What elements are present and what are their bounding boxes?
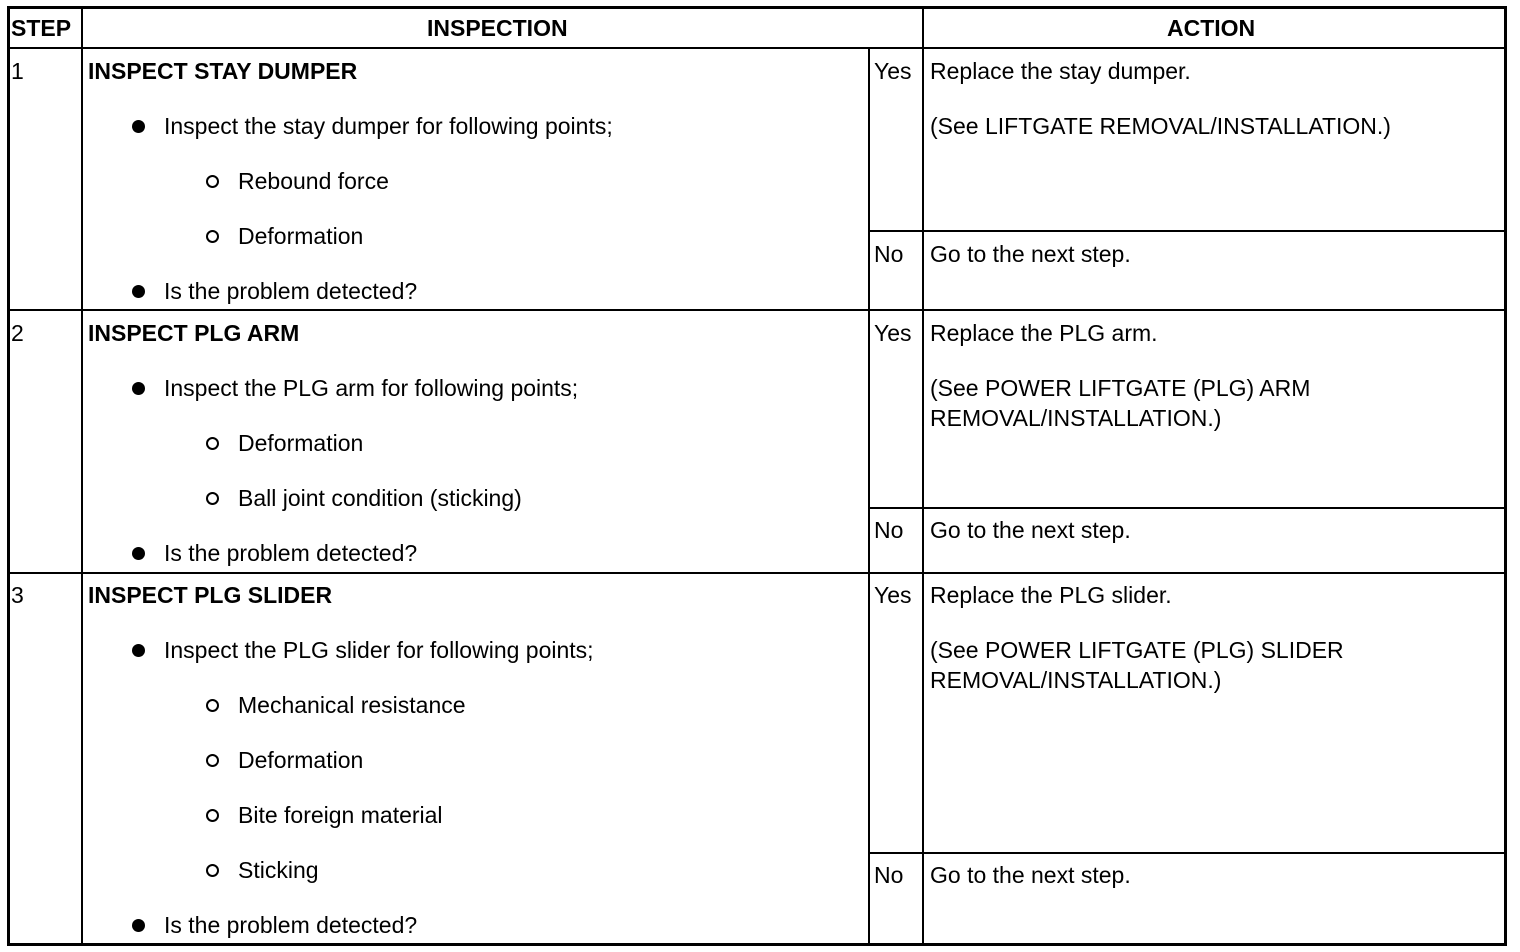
inspection-point: Rebound force	[238, 168, 389, 194]
sub-bullet-icon	[206, 754, 219, 767]
bullet-icon	[132, 120, 145, 133]
inspection-point: Deformation	[238, 747, 364, 773]
no-action: Go to the next step.	[930, 241, 1131, 267]
header-divider	[7, 47, 1507, 49]
inspection-instruction: Inspect the stay dumper for following points;	[164, 113, 613, 139]
yes-action: Replace the PLG arm.	[930, 320, 1158, 346]
sub-bullet-icon	[206, 864, 219, 877]
inspection-point: Ball joint condition (sticking)	[238, 485, 522, 511]
inspection-table	[7, 6, 1507, 946]
sub-bullet-icon	[206, 437, 219, 450]
no-label: No	[874, 517, 904, 543]
inspection-point: Deformation	[238, 223, 364, 249]
no-label: No	[874, 862, 904, 888]
yes-action: Replace the PLG slider.	[930, 582, 1172, 608]
no-action: Go to the next step.	[930, 517, 1131, 543]
bullet-icon	[132, 285, 145, 298]
yes-reference: (See POWER LIFTGATE (PLG) SLIDER REMOVAL/INSTALLATION.)	[930, 637, 1344, 693]
header-action: ACTION	[1167, 15, 1256, 41]
step-number: 2	[11, 320, 24, 346]
step-column-divider	[81, 6, 83, 946]
bullet-icon	[132, 382, 145, 395]
inspection-instruction: Inspect the PLG slider for following points;	[164, 637, 594, 663]
yes-no-divider-1	[868, 230, 1507, 232]
inspection-point: Sticking	[238, 857, 319, 883]
inspection-point: Deformation	[238, 430, 364, 456]
inspection-question: Is the problem detected?	[164, 278, 418, 304]
step-number: 1	[11, 58, 24, 84]
sub-bullet-icon	[206, 492, 219, 505]
inspection-question: Is the problem detected?	[164, 540, 418, 566]
yes-label: Yes	[874, 320, 912, 346]
yes-label: Yes	[874, 582, 912, 608]
step-number: 3	[11, 582, 24, 608]
inspection-question: Is the problem detected?	[164, 912, 418, 938]
action-column-divider	[922, 6, 924, 946]
sub-bullet-icon	[206, 175, 219, 188]
header-step: STEP	[11, 15, 72, 41]
sub-bullet-icon	[206, 699, 219, 712]
sub-bullet-icon	[206, 230, 219, 243]
sub-bullet-icon	[206, 809, 219, 822]
bullet-icon	[132, 644, 145, 657]
yes-no-divider-2	[868, 507, 1507, 509]
yes-reference: (See POWER LIFTGATE (PLG) ARM REMOVAL/INSTALLATION.)	[930, 375, 1311, 431]
yes-no-divider-3	[868, 852, 1507, 854]
inspection-point: Bite foreign material	[238, 802, 443, 828]
step-title: INSPECT PLG ARM	[88, 320, 300, 346]
bullet-icon	[132, 919, 145, 932]
yes-reference: (See LIFTGATE REMOVAL/INSTALLATION.)	[930, 113, 1391, 139]
row-divider-1	[7, 309, 1507, 311]
step-title: INSPECT PLG SLIDER	[88, 582, 333, 608]
inspection-point: Mechanical resistance	[238, 692, 466, 718]
no-label: No	[874, 241, 904, 267]
bullet-icon	[132, 547, 145, 560]
header-inspection: INSPECTION	[427, 15, 568, 41]
inspection-instruction: Inspect the PLG arm for following points;	[164, 375, 579, 401]
step-title: INSPECT STAY DUMPER	[88, 58, 358, 84]
yes-no-column-divider	[868, 48, 870, 946]
no-action: Go to the next step.	[930, 862, 1131, 888]
yes-action: Replace the stay dumper.	[930, 58, 1191, 84]
yes-label: Yes	[874, 58, 912, 84]
row-divider-2	[7, 572, 1507, 574]
